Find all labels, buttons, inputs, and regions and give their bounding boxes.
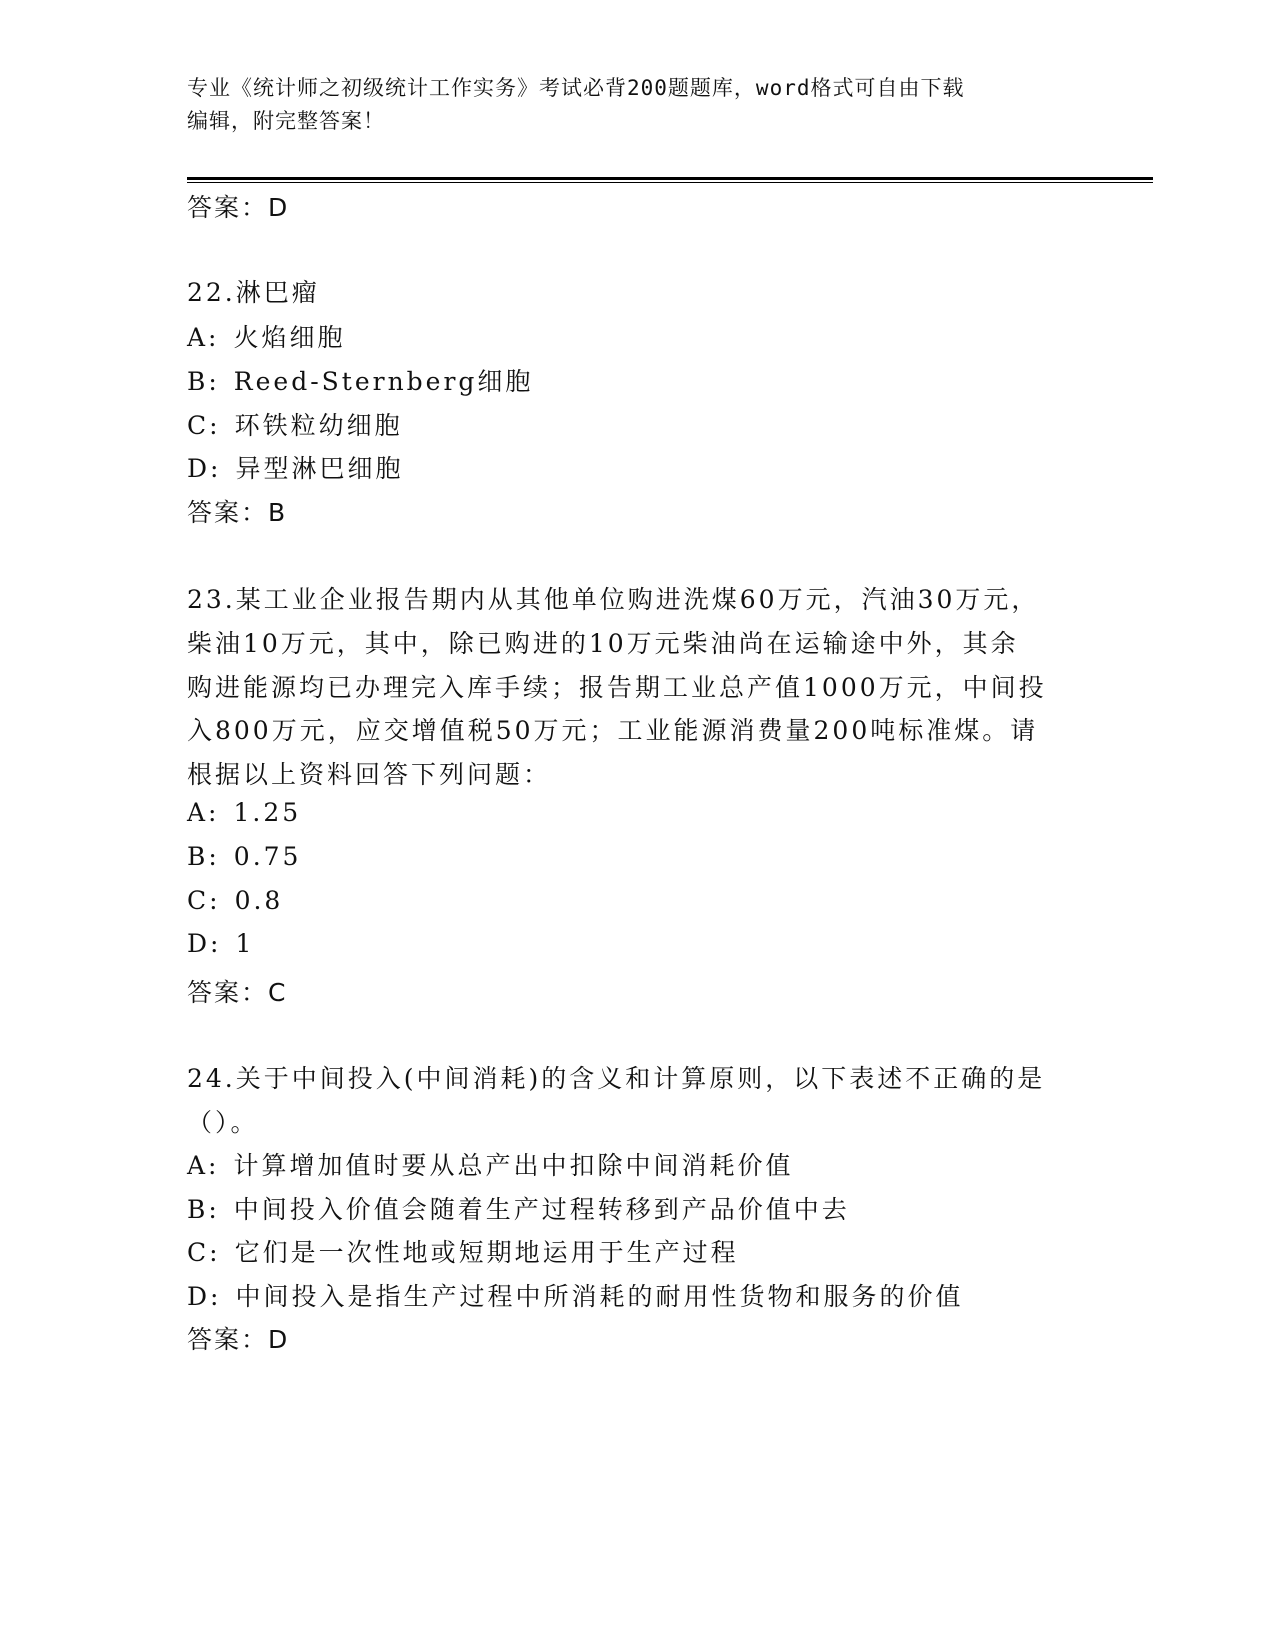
question-22-stem: 22.淋巴瘤 — [187, 278, 320, 307]
answer-23: 答案：C — [187, 978, 288, 1007]
option-text: 环铁粒幼细胞 — [234, 411, 403, 440]
option-letter: D: — [187, 929, 222, 958]
question-24-option-a — [187, 1146, 794, 1182]
option-text: 中间投入价值会随着生产过程转移到产品价值中去 — [233, 1195, 850, 1224]
option-text: 1.25 — [233, 798, 302, 827]
question-24-option-c — [187, 1233, 739, 1269]
question-23-option-a — [187, 798, 301, 827]
option-letter: A: — [187, 323, 220, 352]
header-title-line-2: 编辑，附完整答案！ — [187, 109, 385, 133]
option-text: 0.75 — [233, 842, 302, 871]
option-text: 异型淋巴细胞 — [235, 454, 404, 483]
option-text: 中间投入是指生产过程中所消耗的耐用性货物和服务的价值 — [235, 1282, 964, 1311]
option-text: 火焰细胞 — [233, 323, 346, 352]
option-letter: B: — [187, 842, 220, 871]
answer-21: 答案：D — [187, 193, 290, 222]
option-letter: C: — [187, 886, 221, 915]
question-23-stem-line-4: 入800万元，应交增值税50万元；工业能源消费量200吨标准煤。请 — [187, 716, 1039, 745]
question-22-option-b — [187, 362, 533, 398]
question-23-stem-line-3: 购进能源均已办理完入库手续；报告期工业总产值1000万元，中间投 — [187, 673, 1047, 702]
header-title-line-1: 专业《统计师之初级统计工作实务》考试必背200题题库，word格式可自由下载 — [187, 76, 965, 100]
question-23-option-d — [187, 929, 254, 958]
header-rule-thin — [187, 182, 1153, 183]
option-text: 1 — [235, 929, 255, 958]
question-24-option-b — [187, 1190, 850, 1226]
option-letter: C: — [187, 1238, 221, 1267]
header-rule-thick — [187, 177, 1153, 180]
option-letter: A: — [187, 1151, 220, 1180]
option-letter: D: — [187, 454, 222, 483]
question-24-stem-line-2: （）。 — [187, 1108, 259, 1137]
question-24-stem-line-1: 24.关于中间投入(中间消耗)的含义和计算原则，以下表述不正确的是 — [187, 1064, 1046, 1093]
question-24-option-d — [187, 1277, 963, 1313]
question-23-stem-line-5: 根据以上资料回答下列问题： — [187, 760, 552, 789]
document-header — [187, 72, 1087, 138]
option-letter: B: — [187, 367, 220, 396]
question-22-option-c — [187, 406, 403, 442]
option-text: 它们是一次性地或短期地运用于生产过程 — [234, 1238, 739, 1267]
option-letter: A: — [187, 798, 220, 827]
question-22-option-d — [187, 449, 403, 485]
question-22-option-a — [187, 318, 346, 354]
question-23-stem-line-2: 柴油10万元，其中，除已购进的10万元柴油尚在运输途中外，其余 — [187, 629, 1019, 658]
answer-24: 答案：D — [187, 1325, 290, 1354]
option-letter: B: — [187, 1195, 220, 1224]
answer-22: 答案：B — [187, 498, 288, 527]
option-text: 计算增加值时要从总产出中扣除中间消耗价值 — [233, 1151, 794, 1180]
option-text: 0.8 — [234, 886, 284, 915]
question-23-option-c — [187, 886, 283, 915]
option-letter: C: — [187, 411, 221, 440]
question-23-stem-line-1: 23.某工业企业报告期内从其他单位购进洗煤60万元，汽油30万元， — [187, 585, 1040, 614]
option-letter: D: — [187, 1282, 222, 1311]
question-23-option-b — [187, 842, 301, 871]
option-text: Reed-Sternberg细胞 — [233, 367, 534, 396]
